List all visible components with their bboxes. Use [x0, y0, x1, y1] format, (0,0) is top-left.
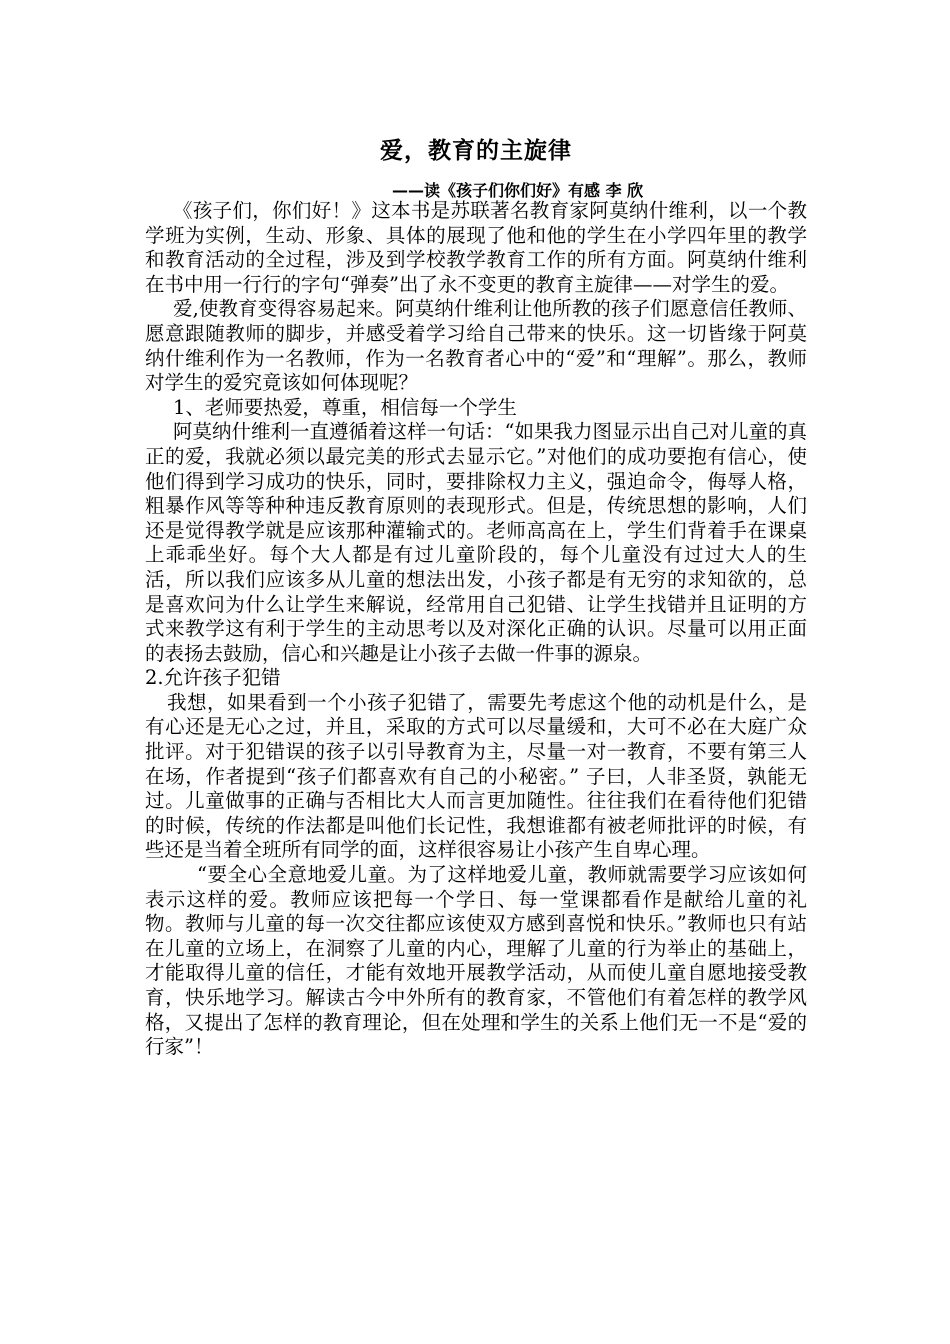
section-heading-respect: 1、老师要热爱，尊重，相信每一个学生	[173, 395, 517, 419]
document-title: 爱，教育的主旋律	[380, 138, 572, 164]
paragraph-conclusion: “要全心全意地爱儿童。为了这样地爱儿童，教师就需要学习应该如何表示这样的爱。教师应该把每一个学日、每一堂课都看作是献给儿童的礼物。教师与儿童的每一次交往都应该使双方感到喜悦和快乐。”教师也只有站在儿童的立场上，在洞察了儿童的内心，理解了儿童的行为举止的基础上，才能取得儿童的信任，才能有效地开展教学活动，从而使儿童自愿地接受教育，快乐地学习。解读古今中外所有的教育家，不管他们有着怎样的教学风格，又提出了怎样的教育理论，但在处理和学生的关系上他们无一不是“爱的行家”！	[145, 863, 807, 1059]
document-body	[145, 199, 807, 1060]
section-heading-allow-mistakes: 2.允许孩子犯错	[145, 666, 281, 690]
paragraph-love-makes-easy: 爱,使教育变得容易起来。阿莫纳什维利让他所教的孩子们愿意信任教师、愿意跟随教师的脚步，并感受着学习给自己带来的快乐。这一切皆缘于阿莫纳什维利作为一名教师，作为一名教育者心中的“爱”和“理解”。那么，教师对学生的爱究竟该如何体现呢？	[145, 297, 807, 395]
paragraph-respect: 阿莫纳什维利一直遵循着这样一句话：“如果我力图显示出自己对儿童的真正的爱，我就必须以最完美的形式去显示它。”对他们的成功要抱有信心，使他们得到学习成功的快乐，同时，要排除权力主义，强迫命令，侮辱人格，粗暴作风等等种种违反教育原则的表现形式。但是，传统思想的影响，人们还是觉得教学就是应该那种灌输式的。老师高高在上，学生们背着手在课桌上乖乖坐好。每个大人都是有过儿童阶段的，每个儿童没有过过大人的生活，所以我们应该多从儿童的想法出发，小孩子都是有无穷的求知欲的，总是喜欢问为什么让学生来解说，经常用自己犯错、让学生找错并且证明的方式来教学这有利于学生的主动思考以及对深化正确的认识。尽量可以用正面的表扬去鼓励，信心和兴趣是让小孩子去做一件事的源泉。	[145, 420, 807, 665]
paragraph-intro: 《孩子们，你们好！》这本书是苏联著名教育家阿莫纳什维利，以一个教学班为实例，生动、形象、具体的展现了他和他的学生在小学四年里的教学和教育活动的全过程，涉及到学校教学教育工作的所有方面。阿莫纳什维利在书中用一行行的字句“弹奏”出了永不变更的教育主旋律——对学生的爱。	[145, 199, 807, 296]
document-subtitle: ——读《孩子们你们好》有感 李 欣	[392, 181, 644, 200]
paragraph-mistakes: 我想，如果看到一个小孩子犯错了，需要先考虑这个他的动机是什么，是有心还是无心之过，并且，采取的方式可以尽量缓和，大可不必在大庭广众批评。对于犯错误的孩子以引导教育为主，尽量一对一教育，不要有第三人在场，作者提到“孩子们都喜欢有自己的小秘密。” 子曰，人非圣贤，孰能无过。儿童做事的正确与否相比大人而言更加随性。往往我们在看待他们犯错的时候，传统的作法都是叫他们长记性，我想谁都有被老师批评的时候，有些还是当着全班所有同学的面，这样很容易让小孩产生自卑心理。	[145, 690, 807, 862]
